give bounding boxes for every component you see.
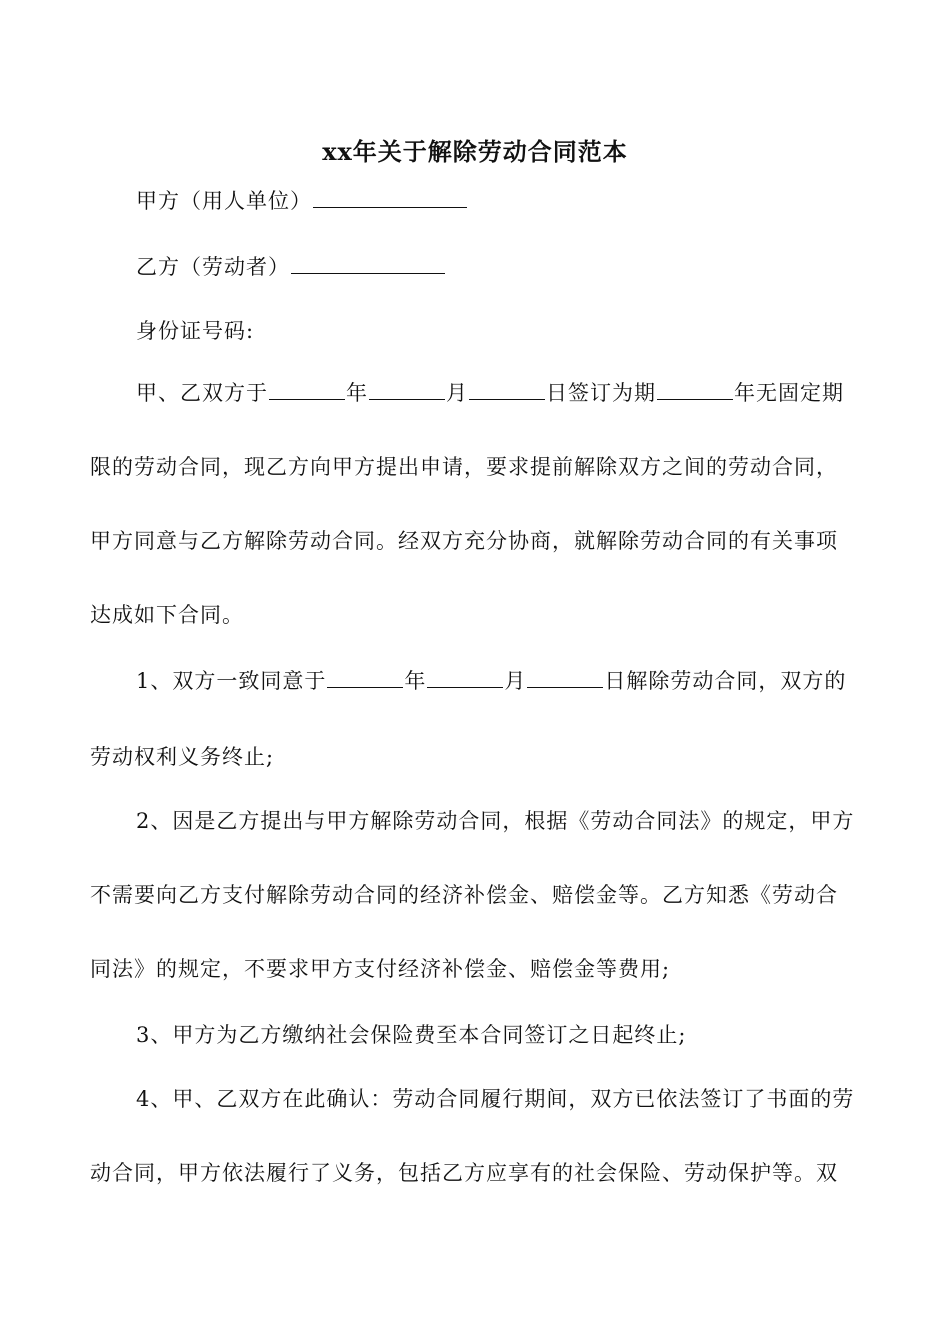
id-number-label: 身份证号码: bbox=[136, 319, 255, 343]
id-number-line bbox=[136, 316, 906, 346]
party-a-label: 甲方（用人单位） bbox=[136, 189, 312, 213]
intro-text: 日签订为期 bbox=[546, 381, 656, 405]
sign-month-blank bbox=[369, 379, 445, 400]
item-2-line-1: 2、因是乙方提出与甲方解除劳动合同，根据《劳动合同法》的规定，甲方 bbox=[136, 809, 855, 833]
party-a-line bbox=[136, 186, 906, 216]
item-1-line-2: 劳动权利义务终止; bbox=[90, 745, 275, 769]
intro-line-4: 达成如下合同。 bbox=[90, 603, 244, 627]
sign-day-blank bbox=[469, 379, 545, 400]
party-b-line bbox=[136, 252, 906, 282]
intro-line-2: 限的劳动合同，现乙方向甲方提出申请，要求提前解除双方之间的劳动合同， bbox=[90, 455, 838, 479]
document-title: xx年关于解除劳动合同范本 bbox=[322, 137, 628, 166]
party-b-label: 乙方（劳动者） bbox=[136, 255, 290, 279]
item-1-text: 年 bbox=[404, 669, 427, 693]
end-year-blank bbox=[327, 667, 403, 688]
party-b-blank bbox=[291, 253, 445, 274]
intro-text: 月 bbox=[446, 381, 468, 405]
item-1-text: 1、双方一致同意于 bbox=[136, 669, 327, 693]
intro-text: 年无固定期 bbox=[734, 381, 844, 405]
item-4-line-2: 动合同，甲方依法履行了义务，包括乙方应享有的社会保险、劳动保护等。双 bbox=[90, 1161, 838, 1185]
intro-text: 年 bbox=[346, 381, 368, 405]
item-3-line-1: 3、甲方为乙方缴纳社会保险费至本合同签订之日起终止; bbox=[136, 1023, 687, 1047]
item-1-text: 日解除劳动合同，双方的 bbox=[604, 669, 847, 693]
intro-line-3: 甲方同意与乙方解除劳动合同。经双方充分协商，就解除劳动合同的有关事项 bbox=[90, 529, 838, 553]
end-day-blank bbox=[527, 667, 603, 688]
end-month-blank bbox=[427, 667, 503, 688]
item-2-line-2: 不需要向乙方支付解除劳动合同的经济补偿金、赔偿金等。乙方知悉《劳动合 bbox=[90, 883, 838, 907]
item-1-text: 月 bbox=[504, 669, 527, 693]
item-4-line-1: 4、甲、乙双方在此确认：劳动合同履行期间，双方已依法签订了书面的劳 bbox=[136, 1087, 855, 1111]
intro-line-1 bbox=[136, 378, 906, 408]
term-blank bbox=[657, 379, 733, 400]
intro-text: 甲、乙双方于 bbox=[136, 381, 268, 405]
sign-year-blank bbox=[269, 379, 345, 400]
item-1-line-1 bbox=[136, 666, 906, 696]
party-a-blank bbox=[313, 187, 467, 208]
item-2-line-3: 同法》的规定，不要求甲方支付经济补偿金、赔偿金等费用; bbox=[90, 957, 671, 981]
